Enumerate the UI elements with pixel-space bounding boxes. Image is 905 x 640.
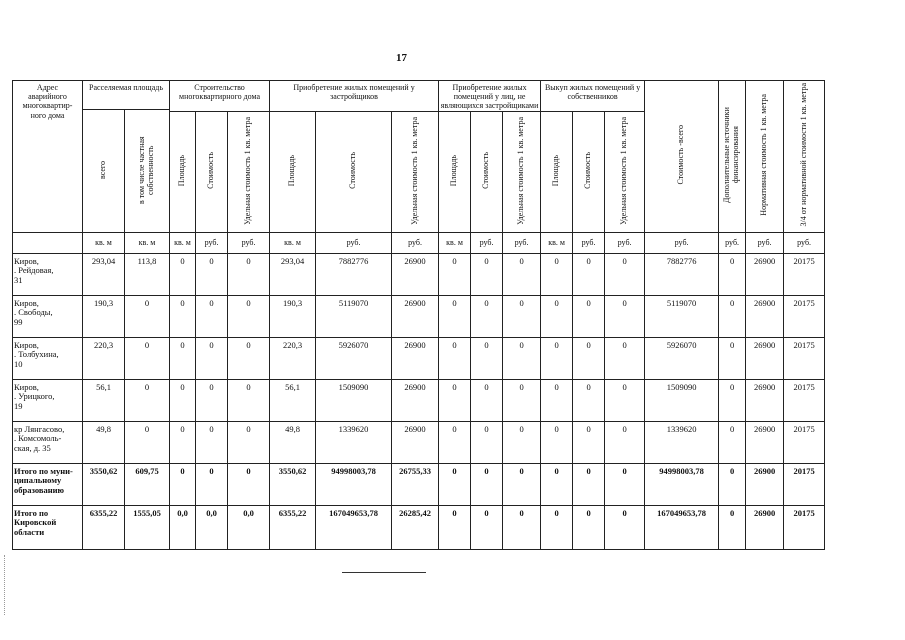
row-label: Киров, . Урицкого, 19 [13,379,83,421]
header-acq-dev-unit-cost [392,111,439,232]
table-cell: 220,3 [270,337,316,379]
header-acq-nondev-unit-cost [503,111,541,232]
table-cell: 0 [125,337,170,379]
header-resettled-area: Расселяемая площадь [83,81,170,110]
table-cell: 5926070 [316,337,392,379]
header-construction: Строительство многоквартирного дома [170,81,270,112]
table-cell: 20175 [784,379,825,421]
table-cell: 26900 [746,337,784,379]
header-private-text: в том числе частная собственность [137,135,155,204]
table-cell: 26900 [392,337,439,379]
table-cell: 0 [170,253,196,295]
table-cell: 0 [196,379,228,421]
table-row [13,421,825,463]
table-cell: 0 [228,421,270,463]
row-label: Киров, . Свободы, 99 [13,295,83,337]
table-cell: 0 [439,337,471,379]
table-cell: 0 [503,295,541,337]
page-number: 17 [396,52,407,64]
table-cell: 0 [471,295,503,337]
header-buyout-unit-cost [605,111,645,232]
table-cell: 0 [605,253,645,295]
row-label [13,232,83,253]
table-cell: 0 [573,295,605,337]
table-cell: 0 [228,295,270,337]
table-cell: 0 [196,463,228,505]
table-cell: 1509090 [645,379,719,421]
table-cell: 0 [605,421,645,463]
header-cost-text: Стоимость [481,152,491,189]
table-row [13,379,825,421]
header-norm-cost-text: Нормативная стоимость 1 кв. метра [759,94,769,217]
table-cell: 26900 [392,253,439,295]
header-total [83,110,125,233]
table-cell: 0 [196,253,228,295]
table-cell: 190,3 [83,295,125,337]
table-cell: 20175 [784,295,825,337]
table-cell: 0 [471,463,503,505]
header-area-text: Площадь [177,154,187,187]
row-label: кр Лянгасово, . Комсомоль- ская, д. 35 [13,421,83,463]
table-cell: руб. [503,232,541,253]
table-cell: руб. [784,232,825,253]
table-cell: 49,8 [83,421,125,463]
table-cell: 26900 [392,379,439,421]
total-municipality-row [13,463,825,505]
table-cell: 0 [719,421,746,463]
table-cell: 113,8 [125,253,170,295]
table-cell: 0 [439,421,471,463]
table-cell: 5119070 [316,295,392,337]
table-cell: руб. [573,232,605,253]
table-cell: 0 [573,463,605,505]
table-cell: 3550,62 [270,463,316,505]
table-cell: 0 [719,379,746,421]
table-cell: руб. [392,232,439,253]
table-cell: 167049653,78 [645,505,719,549]
row-label: Киров, . Рейдовая, 31 [13,253,83,295]
scan-edge-marks [4,555,9,615]
table-cell: 0 [170,463,196,505]
table-cell: 7882776 [645,253,719,295]
table-cell: 26900 [746,421,784,463]
header-cost-text: Стоимость [583,152,593,189]
table-cell: 26900 [392,421,439,463]
header-buyout-area [541,111,573,232]
table-cell: 0 [196,295,228,337]
table-cell: 20175 [784,463,825,505]
header-construction-cost [196,111,228,232]
table-cell: кв. м [170,232,196,253]
header-construction-unit-cost [228,111,270,232]
header-unit-cost-text: Удельная стоимость 1 кв. метра [516,116,526,225]
table-row [13,253,825,295]
table-cell: 0 [125,379,170,421]
table-cell: 56,1 [270,379,316,421]
table-cell: 0 [196,337,228,379]
header-acq-dev-area [270,111,316,232]
table-cell: 0 [439,505,471,549]
table-cell: 0 [605,295,645,337]
header-area-text: Площадь [287,154,297,187]
table-cell: 26755,33 [392,463,439,505]
table-cell: 26900 [392,295,439,337]
table-cell: 0 [503,463,541,505]
table-cell: 0 [170,295,196,337]
table-cell: 1339620 [645,421,719,463]
table-cell: 0 [439,295,471,337]
table-cell: 0 [228,253,270,295]
table-cell: 0 [573,505,605,549]
footer-rule [342,572,426,573]
header-acq-nondev-area [439,111,471,232]
table-cell: 6355,22 [83,505,125,549]
table-cell: 167049653,78 [316,505,392,549]
row-label: Итого по муни- ципальному образованию [13,463,83,505]
table-cell: руб. [645,232,719,253]
table-cell: 0 [196,421,228,463]
header-acq-developers: Приобретение жилых помещений у застройщиков [270,81,439,112]
table-cell: 609,75 [125,463,170,505]
table-cell: руб. [746,232,784,253]
header-address-text: Адрес аварийного многоквартир- ного дома [22,83,73,120]
resettlement-table [12,80,825,550]
table-cell: 0 [228,337,270,379]
table-cell: 0 [573,421,605,463]
table-cell: 0 [503,505,541,549]
table-cell: 0 [125,295,170,337]
table-cell: кв. м [83,232,125,253]
header-unit-cost-text: Удельная стоимость 1 кв. метра [243,116,253,225]
table-cell: 0 [228,463,270,505]
table-cell: 0 [228,379,270,421]
table-cell: 0 [503,421,541,463]
table-cell: 5926070 [645,337,719,379]
table-cell: 0 [503,337,541,379]
table-cell: руб. [719,232,746,253]
table-cell: 0 [719,253,746,295]
header-three-quarters [784,81,825,233]
table-cell: 0 [541,253,573,295]
table-cell: 0 [541,505,573,549]
header-address [13,81,83,233]
header-construction-area [170,111,196,232]
table-cell: 0 [605,379,645,421]
table-cell: 94998003,78 [645,463,719,505]
table-cell: кв. м [270,232,316,253]
table-cell: 0 [439,463,471,505]
table-cell: 0 [471,337,503,379]
table-cell: руб. [605,232,645,253]
table-cell: 0 [573,379,605,421]
header-unit-cost-text: Удельная стоимость 1 кв. метра [409,116,419,225]
table-cell: 0 [605,463,645,505]
table-cell: 293,04 [83,253,125,295]
table-row [13,337,825,379]
table-cell: 56,1 [83,379,125,421]
table-cell: 0 [439,253,471,295]
table-cell: 1509090 [316,379,392,421]
table-cell: 20175 [784,505,825,549]
table-cell: кв. м [439,232,471,253]
table-cell: 0 [719,505,746,549]
table-cell: 1339620 [316,421,392,463]
table-cell: 0 [573,337,605,379]
table-cell: 0,0 [170,505,196,549]
table-cell: 5119070 [645,295,719,337]
table-cell: 7882776 [316,253,392,295]
table-cell: 26900 [746,463,784,505]
table-row [13,295,825,337]
table-cell: руб. [316,232,392,253]
units-row [13,232,825,253]
header-extra-sources-text: Дополнительные источники финансирования [722,107,741,204]
table-cell: 190,3 [270,295,316,337]
table-cell: 0 [471,421,503,463]
header-area-text: Площадь [551,154,561,187]
table-cell: 0 [471,379,503,421]
row-label: Киров, . Толбухина, 10 [13,337,83,379]
table-cell: 0 [719,295,746,337]
table-cell: 20175 [784,253,825,295]
header-three-quarters-text: 3/4 от нормативной стоимости 1 кв. метра [798,83,808,227]
table-cell: 0 [439,379,471,421]
table-cell: 0 [170,337,196,379]
table-cell: 20175 [784,421,825,463]
table-cell: руб. [228,232,270,253]
header-extra-sources [719,81,746,233]
table-cell: 0 [471,505,503,549]
total-region-row [13,505,825,549]
table-cell: 26285,42 [392,505,439,549]
header-cost-total-text: Стоимость -всего [676,125,686,185]
table-cell: 26900 [746,379,784,421]
table-cell: 0,0 [228,505,270,549]
header-buyout: Выкуп жилых помещений у собственников [541,81,645,112]
table-cell: 1555,05 [125,505,170,549]
table-cell: 0 [573,253,605,295]
header-area-text: Площадь [449,154,459,187]
table-cell: 0 [605,337,645,379]
header-norm-cost [746,81,784,233]
table-cell: 0 [503,379,541,421]
table-cell: 26900 [746,253,784,295]
table-cell: 0 [503,253,541,295]
header-acq-non-developers: Приобретение жилых помещений у лиц, не являющихся застройщиками [439,81,541,112]
table-cell: 49,8 [270,421,316,463]
table-cell: 0 [170,379,196,421]
header-cost-text: Стоимость [348,152,358,189]
table-cell: 26900 [746,505,784,549]
table-cell: 0,0 [196,505,228,549]
table-cell: 0 [719,337,746,379]
table-cell: 20175 [784,337,825,379]
table-cell: 0 [125,421,170,463]
table-cell: 0 [541,379,573,421]
table-cell: руб. [196,232,228,253]
table-cell: 0 [605,505,645,549]
table-cell: 0 [541,337,573,379]
table-cell: 6355,22 [270,505,316,549]
table-cell: 0 [471,253,503,295]
table-cell: руб. [471,232,503,253]
header-cost-text: Стоимость [206,152,216,189]
table-cell: 0 [541,463,573,505]
table-cell: 220,3 [83,337,125,379]
header-acq-dev-cost [316,111,392,232]
table-cell: 0 [170,421,196,463]
table-cell: 0 [541,421,573,463]
table-cell: 0 [541,295,573,337]
table-cell: 3550,62 [83,463,125,505]
table-cell: 26900 [746,295,784,337]
table-cell: 0 [719,463,746,505]
table-cell: 94998003,78 [316,463,392,505]
table-cell: кв. м [541,232,573,253]
row-label: Итого по Кировской области [13,505,83,549]
header-total-text: всего [98,160,108,179]
header-acq-nondev-cost [471,111,503,232]
header-private [125,110,170,233]
table-cell: 293,04 [270,253,316,295]
table-cell: кв. м [125,232,170,253]
header-cost-total [645,81,719,233]
header-buyout-cost [573,111,605,232]
header-unit-cost-text: Удельная стоимость 1 кв. метра [619,116,629,225]
